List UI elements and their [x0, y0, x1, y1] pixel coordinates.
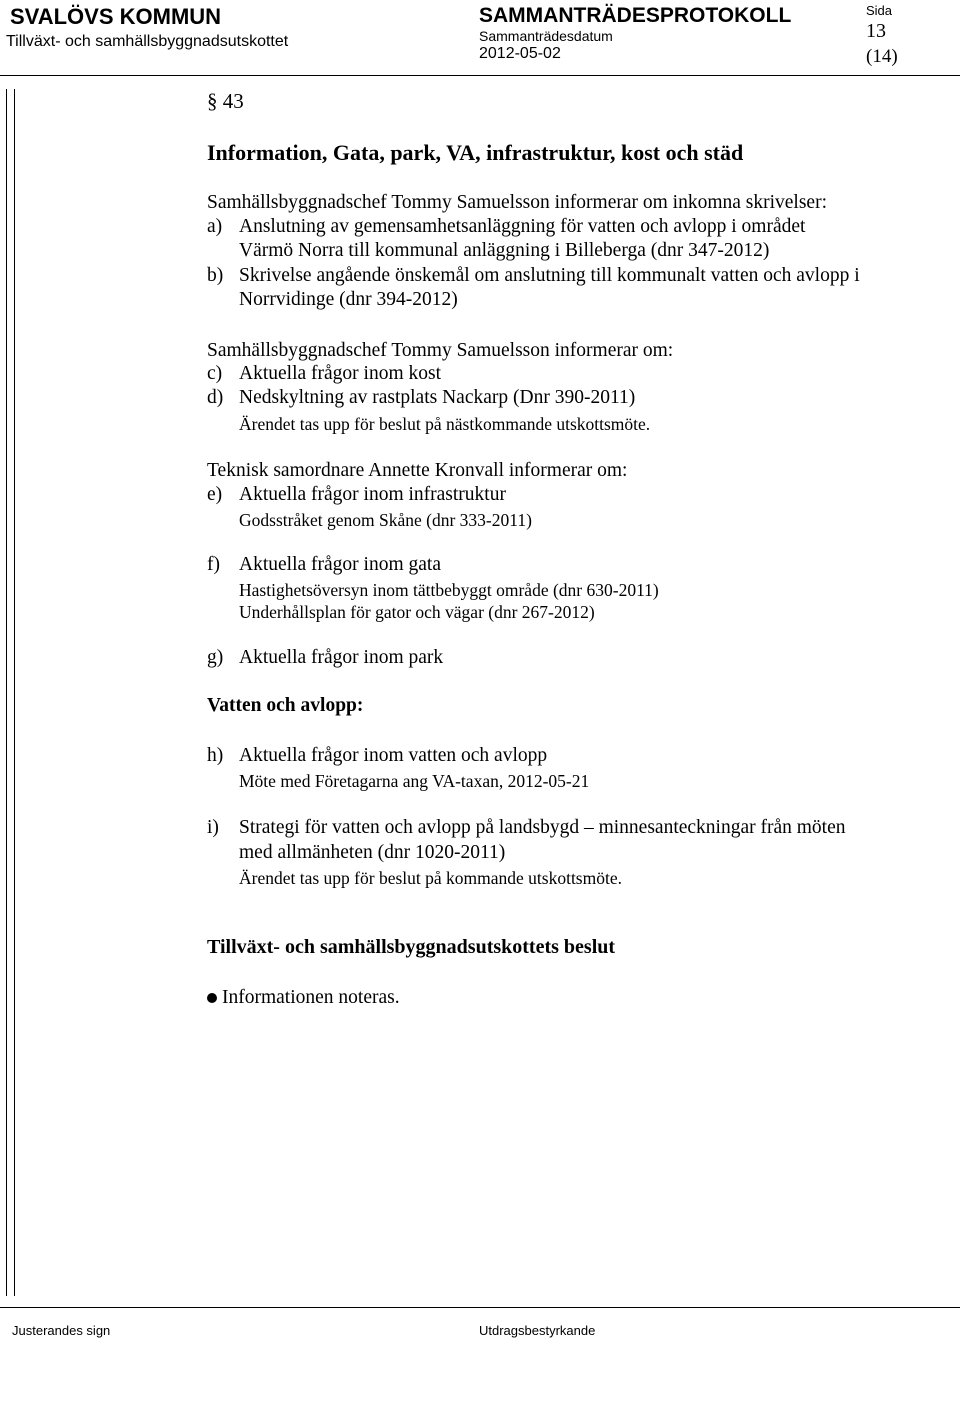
item-text-continued: Norrvidinge (dnr 394-2012) — [239, 289, 458, 310]
item-text: Aktuella frågor inom gata — [239, 554, 441, 575]
block3-intro: Teknisk samordnare Annette Kronvall informerar om: — [207, 460, 628, 481]
block2-intro: Samhällsbyggnadschef Tommy Samuelsson informerar om: — [207, 340, 674, 361]
item-text: Aktuella frågor inom kost — [239, 363, 441, 384]
item-letter: b) — [207, 265, 224, 286]
item-text: Strategi för vatten och avlopp på landsbygd – minnesanteckningar från möten — [239, 817, 846, 838]
item-letter: h) — [207, 745, 224, 766]
header-divider — [0, 75, 960, 76]
item-subtext: Godsstråket genom Skåne (dnr 333-2011) — [239, 510, 532, 530]
decision-text: Informationen noteras. — [222, 987, 400, 1008]
meeting-date-label: Sammanträdesdatum — [479, 28, 613, 44]
item-text: Nedskyltning av rastplats Nackarp (Dnr 390-2011) — [239, 387, 636, 408]
item-subtext: Underhållsplan för gator och vägar (dnr 267-2012) — [239, 602, 595, 622]
footer-divider — [0, 1307, 960, 1308]
decision-heading: Tillväxt- och samhällsbyggnadsutskottets beslut — [207, 936, 616, 958]
subsection-heading: Vatten och avlopp: — [207, 695, 364, 716]
page-number: 13 — [866, 20, 886, 42]
item-letter: g) — [207, 647, 224, 668]
item-text-continued: Värmö Norra till kommunal anläggning i Billeberga (dnr 347-2012) — [239, 240, 770, 261]
organization-name: SVALÖVS KOMMUN — [10, 4, 222, 29]
item-subtext: Möte med Företagarna ang VA-taxan, 2012-05-21 — [239, 771, 590, 791]
item-letter: c) — [207, 363, 223, 384]
signature-label: Justerandes sign — [12, 1323, 111, 1338]
item-text: Aktuella frågor inom infrastruktur — [239, 484, 506, 505]
section-title: Information, Gata, park, VA, infrastruktur, kost och städ — [207, 140, 744, 165]
item-text: Skrivelse angående önskemål om anslutning till kommunalt vatten och avlopp i — [239, 265, 860, 286]
item-letter: d) — [207, 387, 224, 408]
item-letter: i) — [207, 817, 219, 838]
item-subtext: Hastighetsöversyn inom tättbebyggt område (dnr 630-2011) — [239, 580, 659, 600]
section-number: § 43 — [207, 89, 244, 113]
item-text: Aktuella frågor inom vatten och avlopp — [239, 745, 548, 766]
meeting-date: 2012-05-02 — [479, 45, 561, 62]
extract-certification-label: Utdragsbestyrkande — [479, 1323, 596, 1338]
document-title: SAMMANTRÄDESPROTOKOLL — [479, 4, 792, 27]
department-name: Tillväxt- och samhällsbyggnadsutskottet — [6, 33, 289, 50]
margin-line-left — [6, 89, 7, 1296]
page-label: Sida — [866, 3, 893, 18]
margin-line-inner — [14, 89, 15, 1296]
block1-intro: Samhällsbyggnadschef Tommy Samuelsson informerar om inkomna skrivelser: — [207, 192, 828, 213]
item-note: Ärendet tas upp för beslut på nästkommande utskottsmöte. — [239, 414, 651, 434]
item-note: Ärendet tas upp för beslut på kommande utskottsmöte. — [239, 868, 622, 888]
item-letter: f) — [207, 554, 220, 575]
item-text-continued: med allmänheten (dnr 1020-2011) — [239, 842, 506, 863]
item-text: Aktuella frågor inom park — [239, 647, 444, 668]
item-text: Anslutning av gemensamhetsanläggning för vatten och avlopp i området — [239, 216, 806, 237]
item-letter: a) — [207, 216, 223, 237]
item-letter: e) — [207, 484, 223, 505]
page-total: (14) — [866, 46, 898, 67]
bullet-icon — [207, 993, 217, 1003]
